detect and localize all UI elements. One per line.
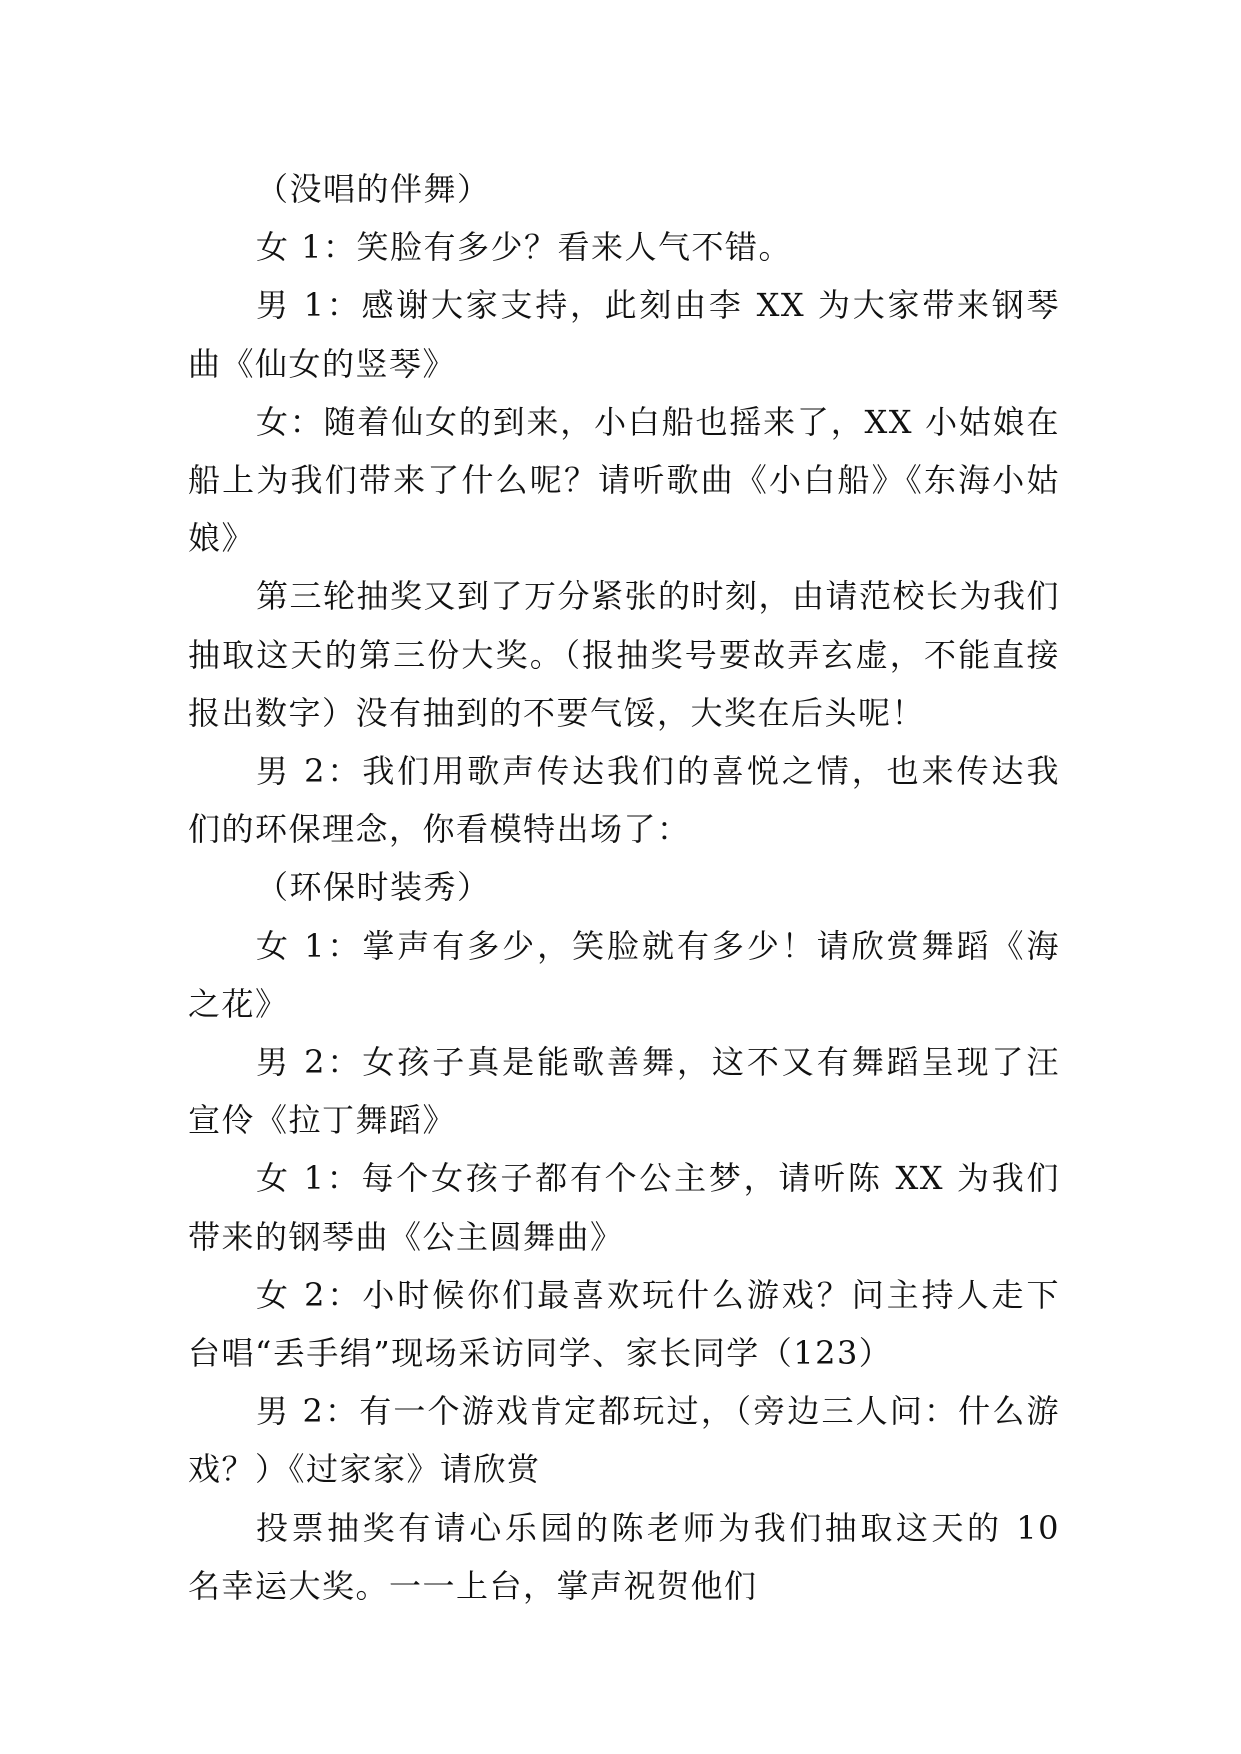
paragraph-female-boat-song: 女：随着仙女的到来，小白船也摇来了，XX 小姑娘在船上为我们带来了什么呢？请听歌曲《小白船》《东海小姑娘》 <box>188 402 1060 558</box>
paragraph-female1-dance: 女 1：掌声有多少，笑脸就有多少！请欣赏舞蹈《海之花》 <box>188 926 1060 1023</box>
paragraph-dance-note: （没唱的伴舞） <box>256 170 491 208</box>
paragraph-fashion-show-note: （环保时装秀） <box>256 868 491 907</box>
paragraph-male2-play-house: 男 2：有一个游戏肯定都玩过，（旁边三人问：什么游戏？）《过家家》请欣赏 <box>188 1392 1060 1489</box>
paragraph-vote-lottery: 投票抽奖有请心乐园的陈老师为我们抽取这天的 10 名幸运大奖。一一上台，掌声祝贺他们 <box>188 1508 1060 1605</box>
paragraph-female1-princess: 女 1：每个女孩子都有个公主梦，请听陈 XX 为我们带来的钢琴曲《公主圆舞曲》 <box>188 1159 1060 1256</box>
paragraph-male2-eco: 男 2：我们用歌声传达我们的喜悦之情，也来传达我们的环保理念，你看模特出场了： <box>188 752 1060 849</box>
paragraph-male2-latin-dance: 男 2：女孩子真是能歌善舞，这不又有舞蹈呈现了汪宣伶《拉丁舞蹈》 <box>188 1043 1060 1140</box>
paragraph-female1-smiles: 女 1：笑脸有多少？看来人气不错。 <box>256 228 793 267</box>
document-body <box>188 160 1060 1615</box>
paragraph-third-lottery: 第三轮抽奖又到了万分紧张的时刻，由请范校长为我们抽取这天的第三份大奖。（报抽奖号要故弄玄虚，不能直接报出数字）没有抽到的不要气馁，大奖在后头呢！ <box>188 577 1061 732</box>
paragraph-male1-piano: 男 1：感谢大家支持，此刻由李 XX 为大家带来钢琴曲《仙女的竖琴》 <box>188 286 1060 383</box>
paragraph-female2-games: 女 2：小时候你们最喜欢玩什么游戏？问主持人走下台唱“丢手绢”现场采访同学、家长同学（123） <box>188 1275 1060 1373</box>
